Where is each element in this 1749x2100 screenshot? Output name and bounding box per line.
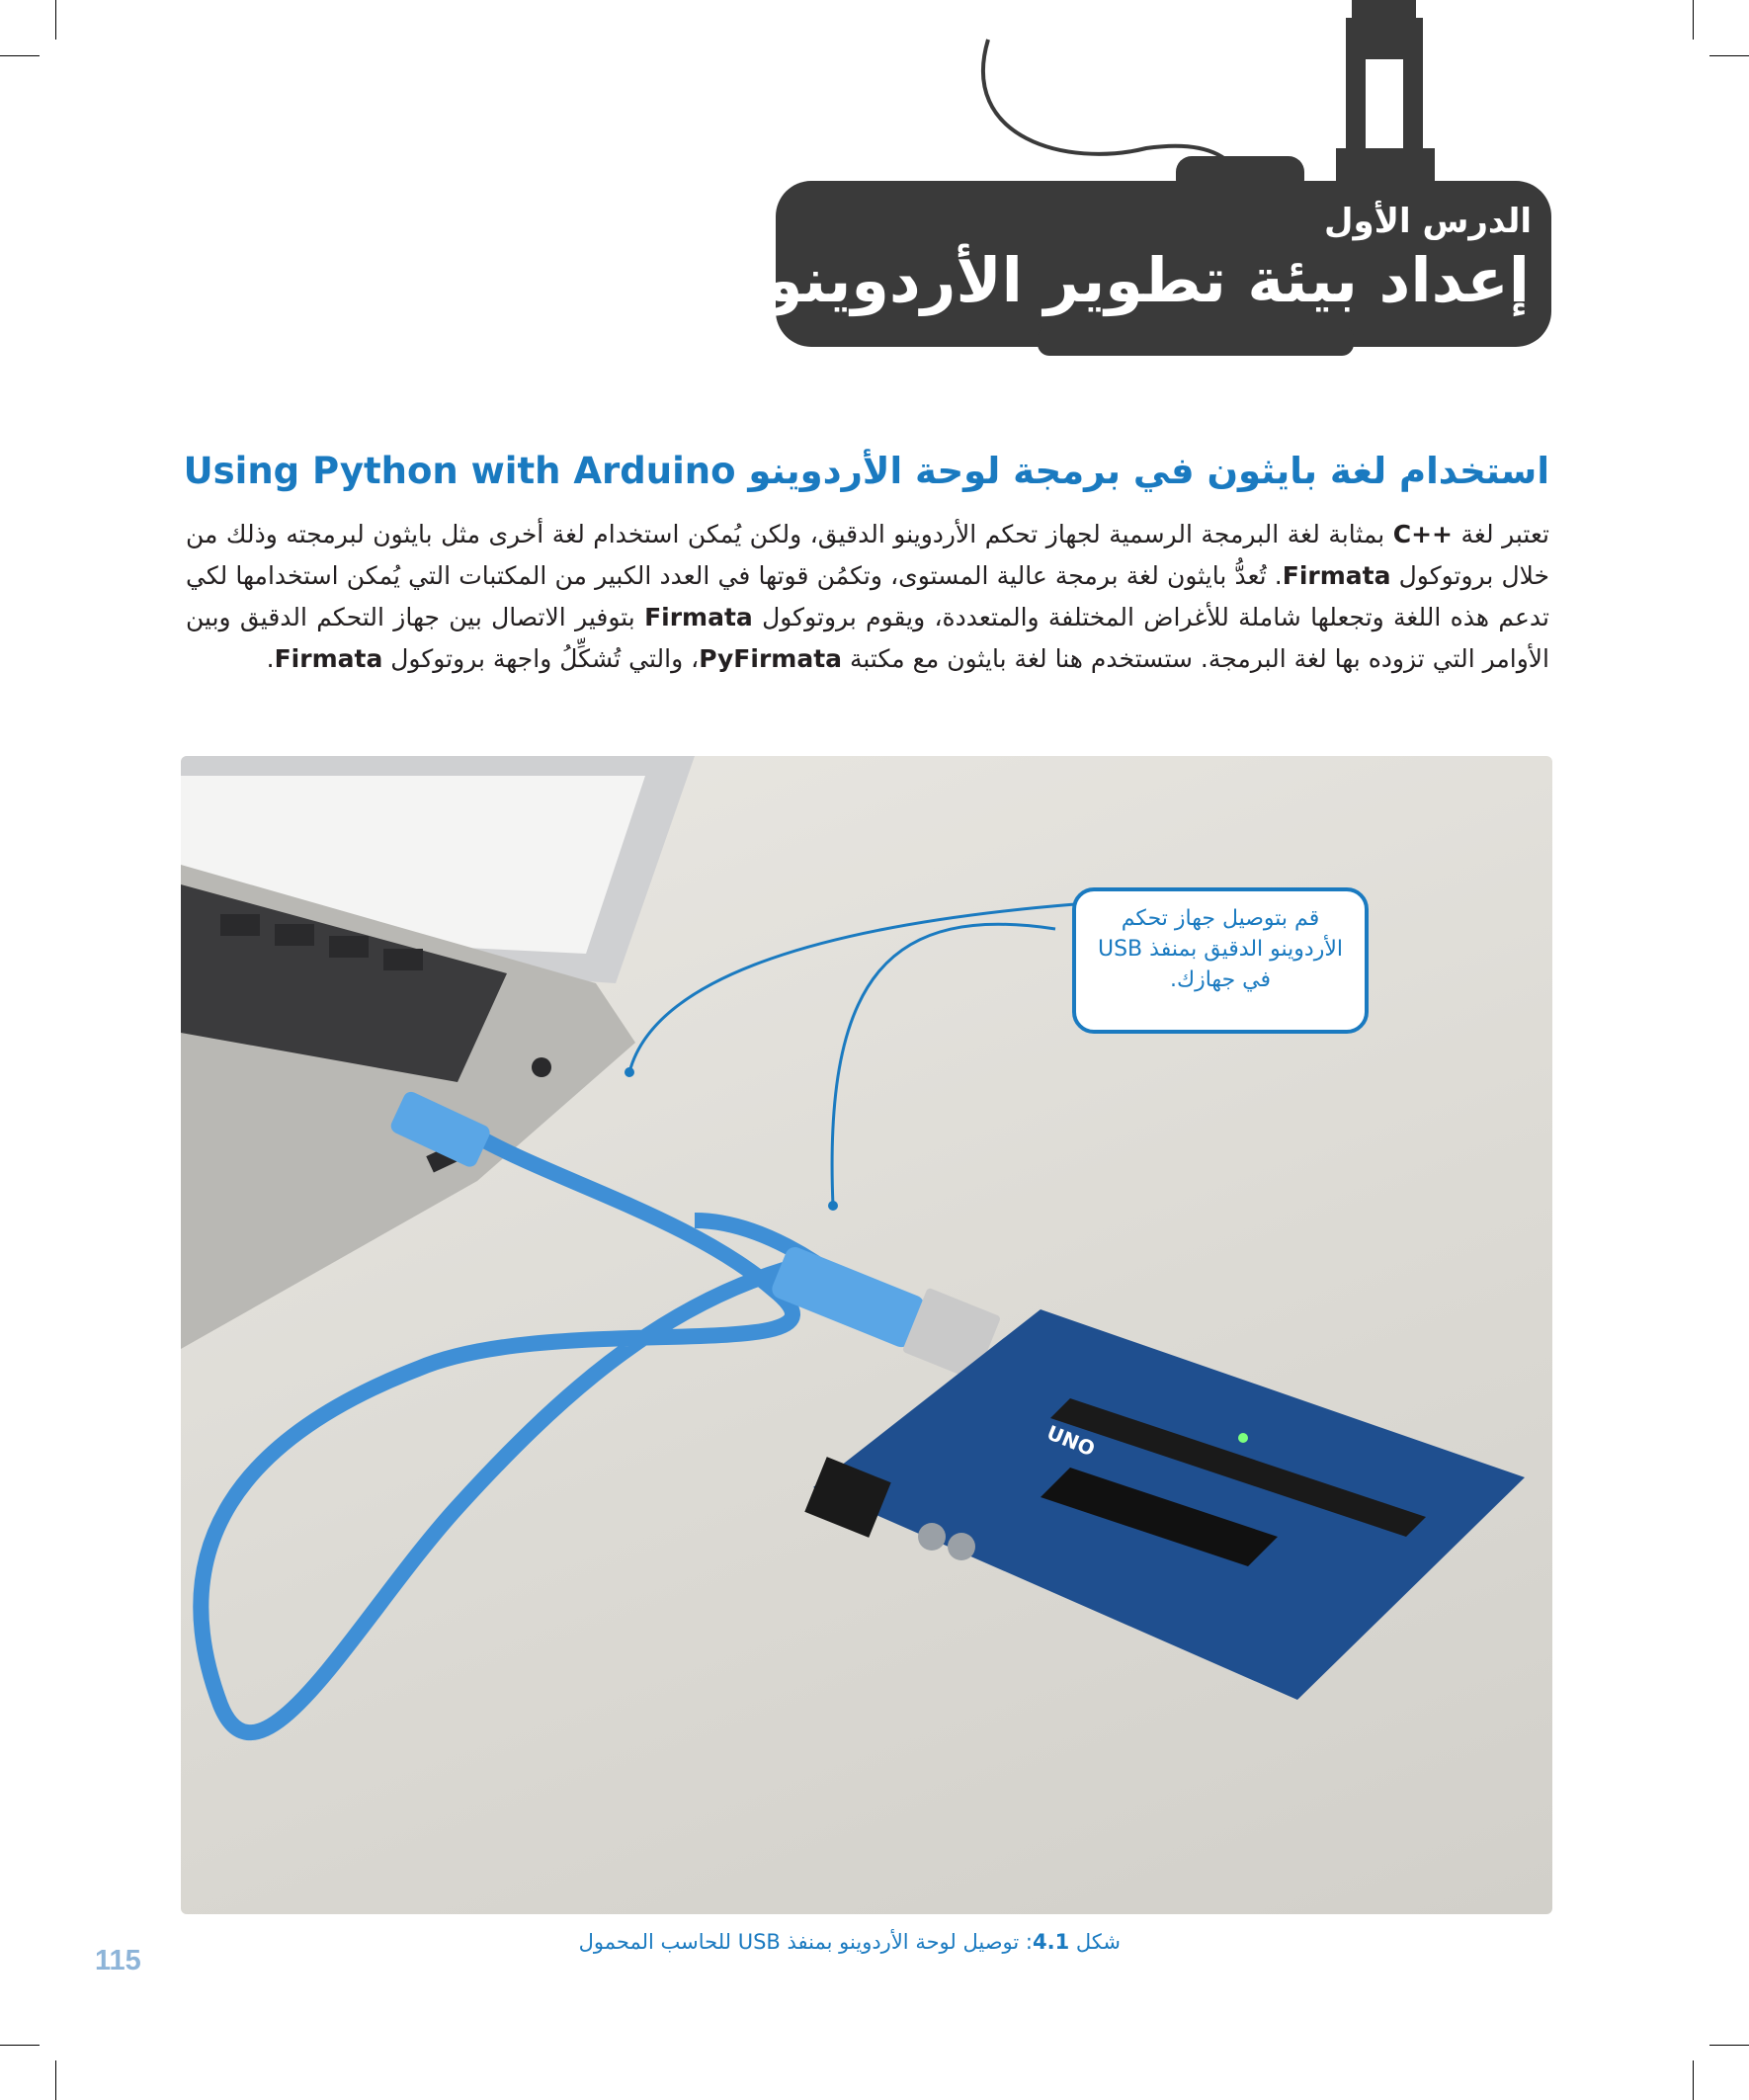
callout-pointer-dot [625,1067,634,1077]
lesson-label: الدرس الأول [1324,202,1532,241]
text-run: بتوفير الاتصال بين جهاز التحكم الدقيق وبين الأوامر التي تزوده بها لغة البرمجة. ستستخدم هنا لغة بايثون مع مكتبة [186,603,1549,673]
text-run: . تُعدُّ بايثون لغة برمجة عالية المستوى، وتكمُن قوتها في العدد الكبير من المكتبات التي يُمكن استخدامها لكي تدعم هذه اللغة وتجعلها شاملة للأغراض المختلفة والمتعددة، ويقوم بروتوكول [186,561,1550,631]
crop-mark [55,2060,56,2100]
term-firmata: Firmata [1282,561,1391,590]
caption-prefix: شكل [1075,1930,1121,1954]
capacitor [918,1523,946,1551]
caption-text: : توصيل لوحة الأردوينو بمنفذ USB للحاسب المحمول [578,1930,1033,1954]
banner-tab [1038,326,1354,356]
term-firmata: Firmata [274,644,383,673]
text-run: . [266,644,275,673]
crop-mark [1693,2060,1694,2100]
callout-pointer [629,904,1075,1072]
laptop-key [275,924,314,946]
text-run: بمثابة لغة البرمجة الرسمية لجهاز تحكم الأردوينو الدقيق، ولكن يُمكن استخدام لغة أخرى مثل بايثون لبرمجته وذلك من خلال بروتوكول [186,520,1550,590]
arduino-board-label: UNO [1043,1420,1099,1462]
text-run: ، والتي تُشكِّلُ واجهة بروتوكول [382,644,700,673]
callout-pointer-dot [828,1201,838,1211]
laptop-key [383,949,423,970]
laptop-key [220,914,260,936]
usb-b-plug [769,1244,927,1350]
figure-caption [579,1930,1121,1954]
page-number: 115 [95,1945,141,1976]
term-pyfirmata: PyFirmata [699,644,843,673]
lesson-banner [0,0,1749,376]
term-firmata: Firmata [644,603,753,631]
caption-number: 4.1 [1033,1930,1070,1954]
callout-box: قم بتوصيل جهاز تحكم الأردوينو الدقيق بمنفذ USB في جهازك. [1072,887,1369,1034]
lesson-title: إعداد بيئة تطوير الأردوينو [764,244,1530,316]
section-heading: استخدام لغة بايثون في برمجة لوحة الأردوينو Using Python with Arduino [183,450,1549,492]
crop-mark [1709,2045,1749,2046]
text-run: تعتبر لغة [1453,520,1549,548]
crop-mark [0,2045,40,2046]
capacitor [948,1533,975,1560]
laptop-key [329,936,369,958]
laptop-port [532,1057,551,1077]
term-cpp: C++ [1392,520,1454,548]
callout-pointer [832,924,1055,1206]
arduino-led [1238,1433,1248,1443]
body-paragraph [186,514,1549,680]
